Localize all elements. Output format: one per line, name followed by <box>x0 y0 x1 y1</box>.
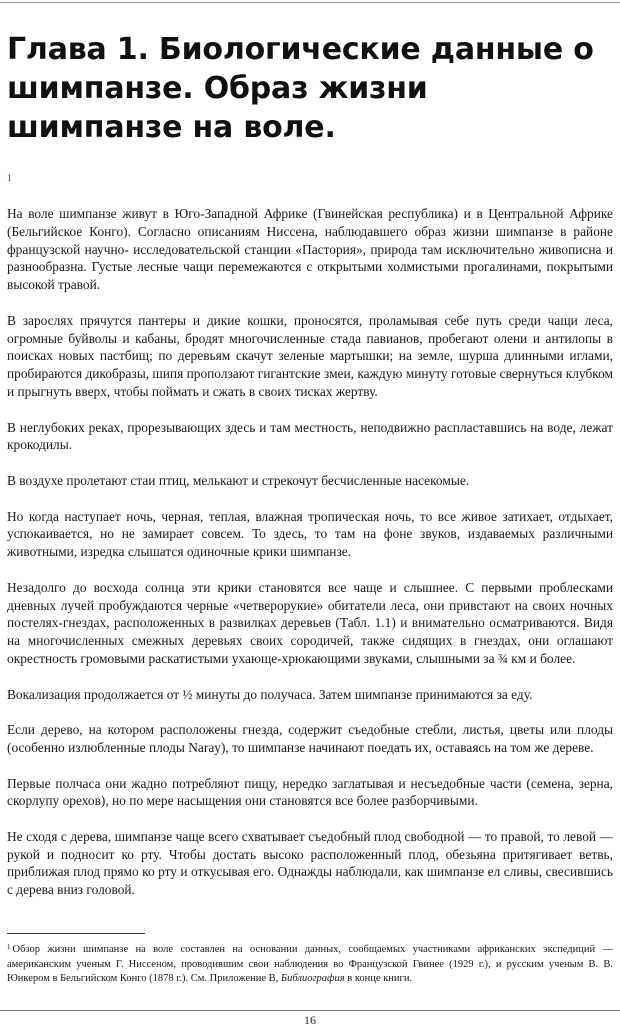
footnote <box>7 940 613 987</box>
footnote-divider <box>7 933 145 934</box>
paragraph: Первые полчаса они жадно потребляют пищу, нередко заглатывая и несъедобные части (семена, зерна, скорлупу орехов), но по мере насыщения они становятся все более разборчивыми. <box>7 775 613 809</box>
bottom-rule <box>0 1010 620 1011</box>
paragraph: В зарослях прячутся пантеры и дикие кошки, проносятся, проламывая себе путь среди чащи леса, огромные буйволы и кабаны, бродят многочисленные стада павианов, пробегают олени и антилопы в поисках новых пастбищ; по деревьям скачут зеленые мартышки; на земле, шурша длинными иглами, пробираются дикобразы, шипя проползают гигантские змеи, каждую минуту готовые свернуться клубком и прыгнуть вверх, чтобы поймать и сжать в своих тисках жертву. <box>7 312 613 399</box>
paragraph: Незадолго до восхода солнца эти крики становятся все чаще и слышнее. С первыми проблесками дневных лучей пробуждаются черные «четверорукие» обитатели леса, они привстают на своих ночных постелях-гнездах, расположенных в развилках деревьев (Табл. 1.1) и внимательно осматриваются. Видя на многочисленных смежных деревьях своих сородичей, также сидящих в гнездах, они оглашают окрестность громовыми раскатистыми ухающе-хрюкающими звуками, слышными за ¾ км и более. <box>7 579 613 666</box>
page-content <box>7 30 613 917</box>
footnote-italic-text: Библиография <box>280 973 345 984</box>
paragraph: В воздухе пролетают стаи птиц, мелькают и стрекочут бесчисленные насекомые. <box>7 472 470 488</box>
footnote-text-end: в конце книги. <box>344 973 413 984</box>
body-text <box>7 205 613 899</box>
footnote-text: Обзор жизни шимпанзе на воле составлен на основании данных, сообщаемых участниками африканских экспедиций — американским ученым Г. Ниссеном, проводившим свои наблюдения во Французской Гвинее (1929 г.), и русским ученым В. В. Юнкером в Бельгийском Конго (1878 г.). См. Приложение В, <box>7 944 613 984</box>
paragraph: Если дерево, на котором расположены гнезда, содержит съедобные стебли, листья, цветы или плоды (особенно излюбленные плоды Naray), то шимпанзе начинают поедать их, оставаясь на том же дереве. <box>7 722 613 755</box>
footnote-reference-marker[interactable]: 1 <box>7 173 12 183</box>
paragraph: Но когда наступает ночь, черная, теплая, влажная тропическая ночь, то все живое затихает, отдыхает, успокаивается, но не замирает совсем. То здесь, то там на фоне звуков, издаваемых различными животными, изредка слышатся одиночные крики шимпанзе. <box>7 508 613 560</box>
paragraph: Не сходя с дерева, шимпанзе чаще всего схватывает съедобный плод свободной — то правой, то левой — рукой и подносит ко рту. Чтобы достать высоко расположенный плод, обезьяна притягивает ветвь, приближая плод прямо ко рту и откусывая его. Однажды наблюдали, как шимпанзе ел сливы, свесившись с дерева вниз головой. <box>7 828 613 898</box>
chapter-title: Глава 1. Биологические данные о шимпанзе. Образ жизни шимпанзе на воле. <box>7 32 594 145</box>
footnote-number: 1 <box>7 943 11 951</box>
paragraph: Вокализация продолжается от ½ минуты до получаса. Затем шимпанзе принимаются за еду. <box>7 686 533 702</box>
page-number: 16 <box>304 1013 316 1027</box>
paragraph: В неглубоких реках, прорезывающих здесь и там местность, неподвижно распластавшись на воде, лежат крокодилы. <box>7 419 613 453</box>
paragraph: На воле шимпанзе живут в Юго-Западной Африке (Гвинейская республика) и в Центральной Африке (Бельгийское Конго). Согласно описаниям Ниссена, наблюдавшего образ жизни шимпанзе в районе французской научно- исследовательской станции «Пастория», природа там исключительно живописна и разнообразна. Густые лесные чащи перемежаются с открытыми холмистыми прогалинами, покрытыми высокой травой. <box>7 206 613 293</box>
top-rule <box>0 2 620 3</box>
